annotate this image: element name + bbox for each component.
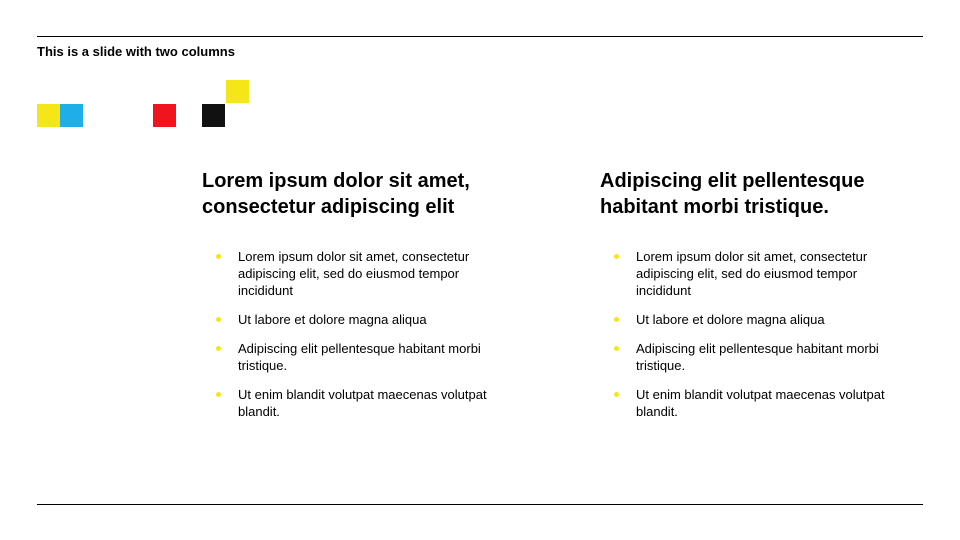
yellow-square-1 bbox=[37, 104, 60, 127]
bullet-dot-icon bbox=[216, 254, 221, 259]
blue-square bbox=[60, 104, 83, 127]
left-column-heading: Lorem ipsum dolor sit amet, consectetur adipiscing elit bbox=[202, 170, 470, 218]
red-square bbox=[153, 104, 176, 127]
list-item bbox=[600, 248, 900, 299]
bullet-text: Ut labore et dolore magna aliqua bbox=[636, 312, 825, 327]
left-column bbox=[202, 168, 512, 419]
right-column-heading: Adipiscing elit pellentesque habitant morbi tristique. bbox=[600, 170, 865, 218]
list-item bbox=[202, 386, 502, 420]
black-square bbox=[202, 104, 225, 127]
bullet-dot-icon bbox=[216, 392, 221, 397]
bullet-dot-icon bbox=[614, 317, 619, 322]
bullet-dot-icon bbox=[614, 254, 619, 259]
yellow-square-2 bbox=[226, 80, 249, 103]
bullet-dot-icon bbox=[216, 346, 221, 351]
bullet-text: Adipiscing elit pellentesque habitant morbi tristique. bbox=[238, 341, 481, 373]
list-item bbox=[600, 340, 900, 374]
bullet-dot-icon bbox=[216, 317, 221, 322]
right-column bbox=[600, 168, 910, 419]
left-bullet-list bbox=[202, 248, 502, 432]
bullet-text: Ut enim blandit volutpat maecenas volutpat blandit. bbox=[238, 387, 487, 419]
top-divider bbox=[37, 36, 923, 37]
list-item bbox=[600, 311, 900, 328]
list-item bbox=[600, 386, 900, 420]
bullet-text: Ut labore et dolore magna aliqua bbox=[238, 312, 427, 327]
bullet-text: Ut enim blandit volutpat maecenas volutpat blandit. bbox=[636, 387, 885, 419]
bullet-text: Lorem ipsum dolor sit amet, consectetur adipiscing elit, sed do eiusmod tempor incididunt bbox=[238, 249, 470, 298]
list-item bbox=[202, 340, 502, 374]
bullet-dot-icon bbox=[614, 346, 619, 351]
slide-title: This is a slide with two columns bbox=[37, 44, 235, 59]
list-item bbox=[202, 248, 502, 299]
bullet-text: Lorem ipsum dolor sit amet, consectetur adipiscing elit, sed do eiusmod tempor incididunt bbox=[636, 249, 868, 298]
bottom-divider bbox=[37, 504, 923, 505]
bullet-dot-icon bbox=[614, 392, 619, 397]
bullet-text: Adipiscing elit pellentesque habitant morbi tristique. bbox=[636, 341, 879, 373]
list-item bbox=[202, 311, 502, 328]
right-bullet-list bbox=[600, 248, 900, 432]
